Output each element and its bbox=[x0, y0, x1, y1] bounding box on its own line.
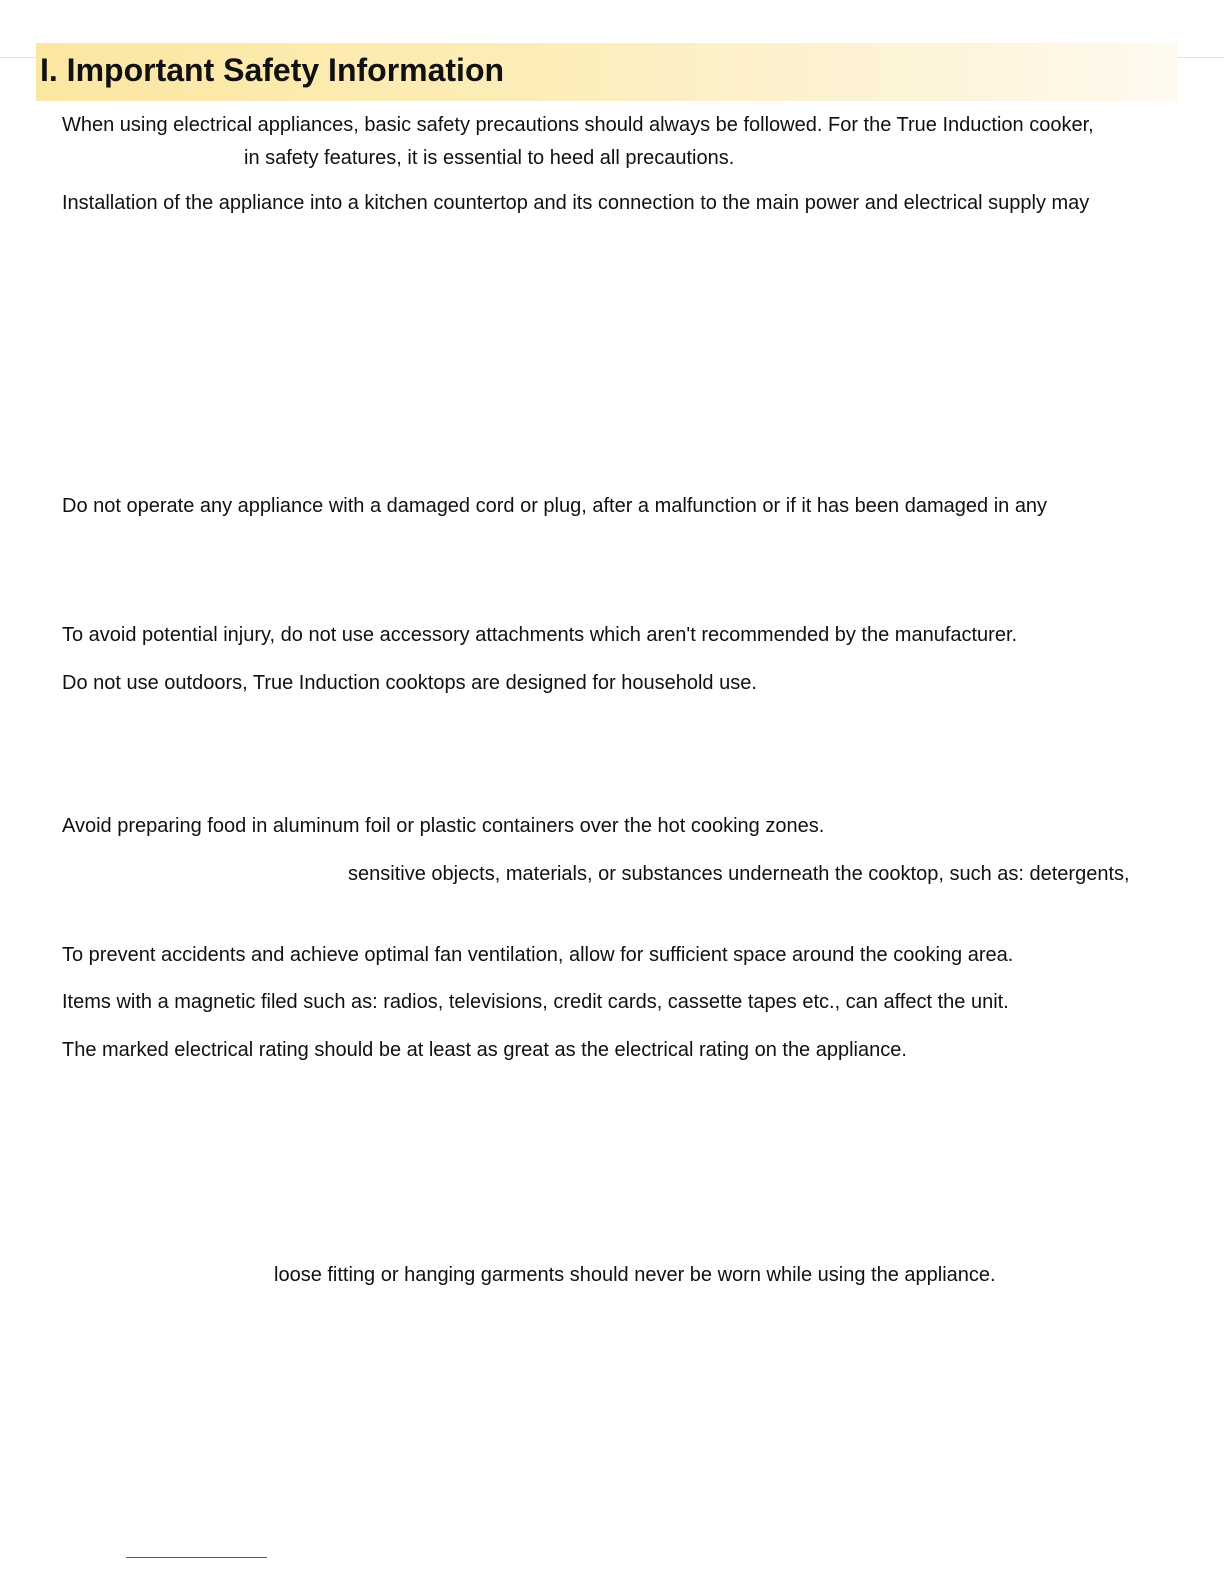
text-line-accessory-attachments: To avoid potential injury, do not use accessory attachments which aren't recommended by the manufacturer. bbox=[62, 624, 1018, 646]
text-line-aluminum-foil: Avoid preparing food in aluminum foil or plastic containers over the hot cooking zones. bbox=[62, 815, 825, 837]
text-line-ventilation: To prevent accidents and achieve optimal fan ventilation, allow for sufficient space around the cooking area. bbox=[62, 944, 1014, 966]
text-line-intro: When using electrical appliances, basic safety precautions should always be followed. For the True Induction cooker, bbox=[62, 114, 1094, 136]
text-line-sensitive-objects: sensitive objects, materials, or substances underneath the cooktop, such as: detergents, bbox=[348, 863, 1130, 885]
text-line-damaged-cord: Do not operate any appliance with a damaged cord or plug, after a malfunction or if it has been damaged in any bbox=[62, 495, 1048, 517]
text-line-magnetic-items: Items with a magnetic filed such as: radios, televisions, credit cards, cassette tapes etc., can affect the unit. bbox=[62, 991, 1009, 1013]
text-line-installation: Installation of the appliance into a kitchen countertop and its connection to the main power and electrical supply may bbox=[62, 192, 1090, 214]
text-line-outdoors: Do not use outdoors, True Induction cooktops are designed for household use. bbox=[62, 672, 757, 694]
footer-link-underline bbox=[126, 1557, 267, 1558]
section-title: I. Important Safety Information bbox=[40, 52, 505, 88]
text-line-electrical-rating: The marked electrical rating should be at least as great as the electrical rating on the appliance. bbox=[62, 1039, 907, 1061]
text-line-intro-continued: in safety features, it is essential to heed all precautions. bbox=[244, 147, 735, 169]
text-line-loose-garments: loose fitting or hanging garments should never be worn while using the appliance. bbox=[274, 1264, 996, 1286]
